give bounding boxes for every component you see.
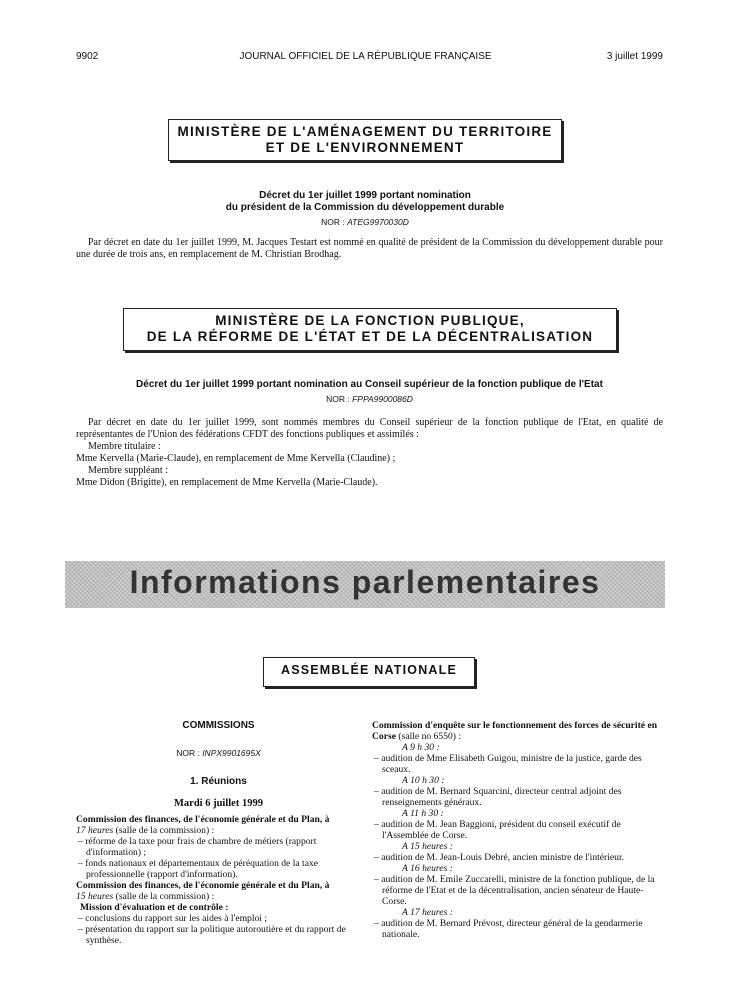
hearing-time: A 15 heures : xyxy=(402,841,453,852)
reunions-subheading: 1. Réunions xyxy=(190,776,247,787)
commission-time: 17 heures xyxy=(76,825,114,836)
decree-body-2 xyxy=(76,417,663,489)
suppleant-label: Membre suppléant : xyxy=(88,465,168,476)
nor-code: ATEG9970030D xyxy=(347,217,409,227)
list-item: – présentation du rapport sur la politique autoroutière et du rapport de synthèse. xyxy=(78,924,346,946)
nor-reference-1 xyxy=(150,217,580,227)
commission-finances-15h xyxy=(76,880,361,902)
assembly-box xyxy=(263,657,475,687)
list-item: – réforme de la taxe pour frais de chambre de métiers (rapport d'information) ; xyxy=(78,836,317,858)
ministry-title-line2: DE LA RÉFORME DE L'ÉTAT ET DE LA DÉCENTRALISATION xyxy=(146,329,594,344)
decree-title-2: Décret du 1er juillet 1999 portant nomination au Conseil supérieur de la fonction publique de l'Etat xyxy=(136,379,603,390)
nor-reference-2 xyxy=(76,394,663,404)
commission-finances-17h xyxy=(76,814,361,836)
commissions-heading: COMMISSIONS xyxy=(182,720,255,731)
enquete-commission xyxy=(372,720,662,742)
ministry-title-line2: ET DE L'ENVIRONNEMENT xyxy=(265,140,465,155)
ministry-title-line1: MINISTÈRE DE L'AMÉNAGEMENT DU TERRITOIRE xyxy=(177,124,553,139)
hearing-item: – audition de M. Jean-Louis Debré, ancien ministre de l'intérieur. xyxy=(374,852,625,863)
decree-title-1-line1: Décret du 1er juillet 1999 portant nomination xyxy=(259,190,471,201)
commission-time: 15 heures xyxy=(76,891,114,902)
decree-body-2-intro: Par décret en date du 1er juillet 1999, sont nommés membres du Conseil supérieur de la fonction publique de l'Etat, en qualité de représentantes de l'Union des fédérations CFDT des fonctions publiques et assimilés : xyxy=(76,417,663,440)
ministry-title-line1: MINISTÈRE DE LA FONCTION PUBLIQUE, xyxy=(215,313,525,328)
suppleant-text: Mme Didon (Brigitte), en remplacement de Mme Kervella (Marie-Claude). xyxy=(76,477,378,488)
nor-label: NOR : xyxy=(176,748,200,758)
nor-code: INPX9901695X xyxy=(202,748,261,758)
decree-title-1 xyxy=(150,190,580,214)
list-item: – conclusions du rapport sur les aides à l'emploi ; xyxy=(78,913,268,924)
nor-label: NOR : xyxy=(326,394,350,404)
journal-title: JOURNAL OFFICIEL DE LA RÉPUBLIQUE FRANÇAISE xyxy=(239,51,492,62)
mission-title: Mission d'évaluation et de contrôle : xyxy=(80,902,229,913)
decree-body-1: Par décret en date du 1er juillet 1999, M. Jacques Testart est nommé en qualité de président de la Commission du développement durable pour une durée de trois ans, en remplacement de M. Christian Brodhag. xyxy=(76,237,663,260)
titulaire-label: Membre titulaire : xyxy=(88,441,161,452)
decree-title-1-line2: du président de la Commission du développement durable xyxy=(225,202,505,213)
nor-reference-3 xyxy=(76,748,361,759)
commission-title: Commission des finances, de l'économie générale et du Plan, à xyxy=(76,814,330,825)
hearing-item: – audition de Mme Elisabeth Guigou, ministre de la justice, garde des sceaux. xyxy=(374,753,642,775)
ministry-box-fonction-publique xyxy=(123,308,617,351)
day-heading: Mardi 6 juillet 1999 xyxy=(174,798,263,809)
enquete-title: Commission d'enquête sur le fonctionnement des forces de sécurité en Corse xyxy=(372,720,658,742)
ministry-box-environment xyxy=(168,119,562,161)
hearing-item: – audition de M. Bernard Prévost, directeur général de la gendarmerie nationale. xyxy=(374,918,643,940)
right-column xyxy=(372,720,662,940)
nor-label: NOR : xyxy=(321,217,345,227)
hearing-time: A 9 h 30 : xyxy=(402,742,440,753)
hearing-item: – audition de M. Jean Baggioni, président du conseil exécutif de l'Assemblée de Corse. xyxy=(374,819,621,841)
hearing-item: – audition de M. Bernard Squarcini, directeur central adjoint des renseignements généraux. xyxy=(374,786,622,808)
hearing-time: A 10 h 30 : xyxy=(402,775,445,786)
list-item: – fonds nationaux et départementaux de péréquation de la taxe professionnelle (rapport d'information). xyxy=(78,858,319,880)
left-column xyxy=(76,720,361,946)
commission-room: (salle de la commission) : xyxy=(115,825,215,836)
hearing-time: A 11 h 30 : xyxy=(402,808,444,819)
commission-room: (salle de la commission) : xyxy=(115,891,215,902)
page-number: 9902 xyxy=(76,51,99,62)
hearing-time: A 17 heures : xyxy=(402,907,453,918)
hearing-item: – audition de M. Emile Zuccarelli, ministre de la fonction publique, de la réforme de l'Etat et de la décentralisation, ancien sénateur de Haute-Corse. xyxy=(374,874,655,907)
issue-date: 3 juillet 1999 xyxy=(606,51,663,62)
banner-title: Informations parlementaires xyxy=(129,564,601,600)
hearing-time: A 16 heures : xyxy=(402,863,453,874)
assembly-title: ASSEMBLÉE NATIONALE xyxy=(280,663,458,677)
section-banner xyxy=(65,561,665,608)
titulaire-text: Mme Kervella (Marie-Claude), en remplacement de Mme Kervella (Claudine) ; xyxy=(76,453,396,464)
enquete-room: (salle no 6550) : xyxy=(398,731,462,742)
nor-code: FPPA9900086D xyxy=(352,394,413,404)
commission-title: Commission des finances, de l'économie générale et du Plan, à xyxy=(76,880,330,891)
